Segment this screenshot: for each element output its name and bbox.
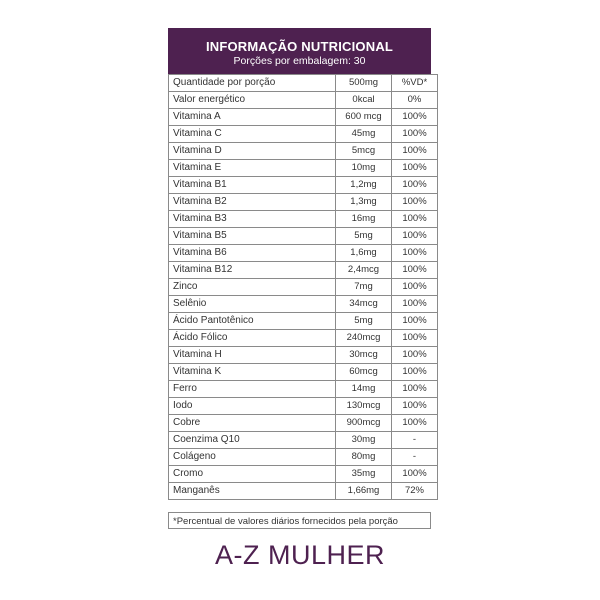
table-row: [169, 330, 438, 347]
nutrient-amount: 5mg: [336, 313, 392, 330]
nutrient-amount: 600 mcg: [336, 109, 392, 126]
table-row: [169, 449, 438, 466]
nutrient-name: Cobre: [169, 415, 336, 432]
nutrient-name: Vitamina A: [169, 109, 336, 126]
table-row: [169, 211, 438, 228]
nutrient-vd: 100%: [392, 398, 438, 415]
nutrient-amount: 1,2mg: [336, 177, 392, 194]
nutrient-name: Coenzima Q10: [169, 432, 336, 449]
nutrient-amount: 30mg: [336, 432, 392, 449]
table-row: [169, 364, 438, 381]
header-name-cell: Quantidade por porção: [169, 75, 336, 92]
nutrient-amount: 10mg: [336, 160, 392, 177]
nutrient-name: Ácido Fólico: [169, 330, 336, 347]
nutrient-amount: 240mcg: [336, 330, 392, 347]
nutrient-vd: 100%: [392, 364, 438, 381]
nutrient-vd: 100%: [392, 160, 438, 177]
table-row: [169, 194, 438, 211]
table-row: [169, 126, 438, 143]
nutrient-vd: 100%: [392, 245, 438, 262]
nutrient-amount: 1,3mg: [336, 194, 392, 211]
nutrient-name: Manganês: [169, 483, 336, 500]
table-row: [169, 143, 438, 160]
nutrient-vd: 100%: [392, 109, 438, 126]
nutrient-name: Valor energético: [169, 92, 336, 109]
nutrient-vd: 100%: [392, 466, 438, 483]
nutrient-amount: 14mg: [336, 381, 392, 398]
nutrient-amount: 0kcal: [336, 92, 392, 109]
table-row: [169, 160, 438, 177]
table-row: [169, 313, 438, 330]
header-amount-cell: 500mg: [336, 75, 392, 92]
nutrient-vd: 100%: [392, 313, 438, 330]
nutrient-vd: -: [392, 449, 438, 466]
table-row: [169, 466, 438, 483]
servings-per-package: Porções por embalagem: 30: [233, 55, 366, 67]
nutrient-vd: -: [392, 432, 438, 449]
nutrient-name: Vitamina B6: [169, 245, 336, 262]
nutrient-name: Vitamina B12: [169, 262, 336, 279]
nutrient-vd: 100%: [392, 296, 438, 313]
nutrient-name: Ferro: [169, 381, 336, 398]
nutrient-name: Vitamina B3: [169, 211, 336, 228]
nutrient-vd: 100%: [392, 262, 438, 279]
nutrient-name: Vitamina K: [169, 364, 336, 381]
nutrition-title: INFORMAÇÃO NUTRICIONAL: [205, 39, 394, 54]
table-row: [169, 245, 438, 262]
nutrition-table: [168, 74, 438, 500]
nutrition-header: [168, 28, 431, 74]
nutrient-name: Cromo: [169, 466, 336, 483]
table-header-row: [169, 75, 438, 92]
nutrient-amount: 1,66mg: [336, 483, 392, 500]
nutrient-amount: 7mg: [336, 279, 392, 296]
nutrient-amount: 30mcg: [336, 347, 392, 364]
nutrition-panel: [168, 28, 431, 500]
nutrient-amount: 60mcg: [336, 364, 392, 381]
nutrient-vd: 100%: [392, 177, 438, 194]
nutrient-vd: 72%: [392, 483, 438, 500]
nutrient-vd: 100%: [392, 211, 438, 228]
nutrient-name: Iodo: [169, 398, 336, 415]
nutrient-amount: 130mcg: [336, 398, 392, 415]
nutrient-amount: 5mcg: [336, 143, 392, 160]
nutrient-amount: 45mg: [336, 126, 392, 143]
nutrient-vd: 100%: [392, 228, 438, 245]
table-row: [169, 92, 438, 109]
nutrient-vd: 100%: [392, 347, 438, 364]
brand-name: A-Z MULHER: [214, 540, 385, 570]
table-row: [169, 347, 438, 364]
table-row: [169, 415, 438, 432]
nutrient-amount: 16mg: [336, 211, 392, 228]
nutrient-name: Ácido Pantotênico: [169, 313, 336, 330]
nutrient-name: Vitamina B2: [169, 194, 336, 211]
nutrient-name: Selênio: [169, 296, 336, 313]
nutrient-name: Zinco: [169, 279, 336, 296]
nutrient-vd: 100%: [392, 143, 438, 160]
nutrient-name: Vitamina D: [169, 143, 336, 160]
nutrient-vd: 100%: [392, 279, 438, 296]
nutrient-vd: 100%: [392, 194, 438, 211]
nutrient-vd: 100%: [392, 126, 438, 143]
table-row: [169, 262, 438, 279]
nutrient-amount: 34mcg: [336, 296, 392, 313]
nutrient-amount: 35mg: [336, 466, 392, 483]
nutrient-name: Vitamina H: [169, 347, 336, 364]
nutrient-name: Vitamina C: [169, 126, 336, 143]
nutrient-name: Vitamina B5: [169, 228, 336, 245]
nutrient-vd: 100%: [392, 381, 438, 398]
table-row: [169, 432, 438, 449]
table-row: [169, 296, 438, 313]
table-row: [169, 109, 438, 126]
nutrient-amount: 1,6mg: [336, 245, 392, 262]
nutrient-vd: 100%: [392, 330, 438, 347]
nutrient-name: Vitamina B1: [169, 177, 336, 194]
nutrient-name: Vitamina E: [169, 160, 336, 177]
table-row: [169, 279, 438, 296]
header-vd-cell: %VD*: [392, 75, 438, 92]
nutrient-amount: 2,4mcg: [336, 262, 392, 279]
nutrient-name: Colágeno: [169, 449, 336, 466]
nutrient-amount: 900mcg: [336, 415, 392, 432]
nutrient-vd: 100%: [392, 415, 438, 432]
table-row: [169, 483, 438, 500]
nutrient-amount: 5mg: [336, 228, 392, 245]
nutrient-amount: 80mg: [336, 449, 392, 466]
table-row: [169, 228, 438, 245]
table-row: [169, 177, 438, 194]
table-row: [169, 381, 438, 398]
footnote: *Percentual de valores diários fornecidos pela porção: [168, 512, 431, 529]
table-row: [169, 398, 438, 415]
nutrient-vd: 0%: [392, 92, 438, 109]
